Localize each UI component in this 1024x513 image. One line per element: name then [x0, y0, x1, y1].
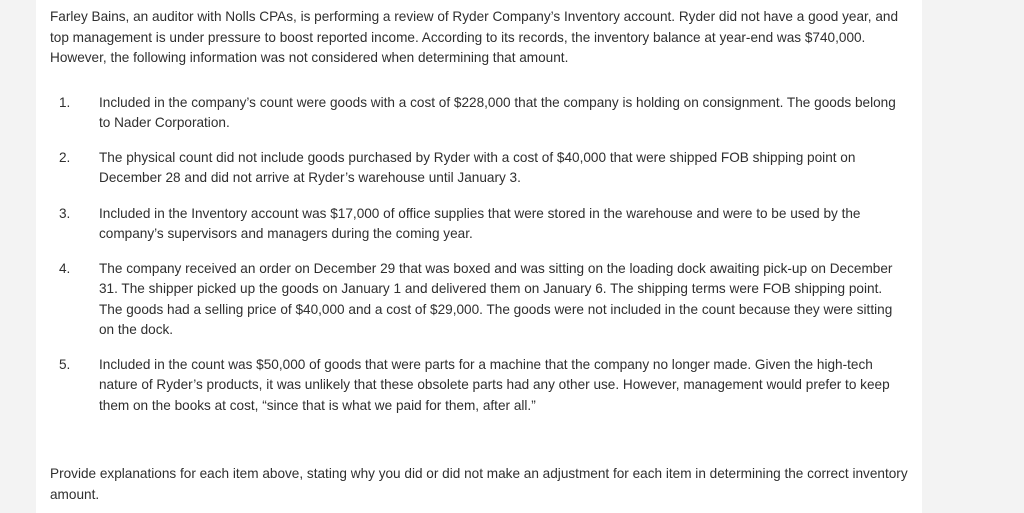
item-number: 3.: [59, 206, 71, 221]
item-number: 5.: [59, 357, 71, 372]
item-text: The company received an order on December 29 that was boxed and was sitting on the loading dock awaiting pick-up on December 31. The shipper picked up the goods on January 1 and delivered them on January 6. The shipping terms were FOB shipping point. The goods had a selling price of $40,000 and a cost of $29,000. The goods were not included in the count because they were sitting on the dock.: [99, 261, 893, 337]
item-number: 1.: [59, 95, 71, 110]
item-text: Included in the count was $50,000 of goods that were parts for a machine that the company no longer made. Given the high-tech nature of Ryder’s products, it was unlikely that these obsolete parts had any other use. However, management would prefer to keep them on the books at cost, “since that is what we paid for them, after all.”: [99, 357, 890, 413]
item-number: 4.: [59, 261, 71, 276]
item-text: Included in the Inventory account was $17,000 of office supplies that were stored in the warehouse and were to be used by the company’s supervisors and managers during the coming year.: [99, 206, 861, 242]
item-text: The physical count did not include goods purchased by Ryder with a cost of $40,000 that were shipped FOB shipping point on December 28 and did not arrive at Ryder’s warehouse until January 3.: [99, 150, 856, 186]
item-text: Included in the company’s count were goods with a cost of $228,000 that the company is holding on consignment. The goods belong to Nader Corporation.: [99, 95, 896, 131]
intro-paragraph: Farley Bains, an auditor with Nolls CPAs, is performing a review of Ryder Company’s Inventory account. Ryder did not have a good year, and top management is under pressure to boost reported income. According to its records, the inventory balance at year-end was $740,000. However, the following information was not considered when determining that amount.: [50, 9, 899, 65]
item-number: 2.: [59, 150, 71, 165]
question-card: [36, 0, 922, 513]
closing-instruction: Provide explanations for each item above, stating why you did or did not make an adjustment for each item in determining the correct inventory amount.: [50, 466, 908, 502]
